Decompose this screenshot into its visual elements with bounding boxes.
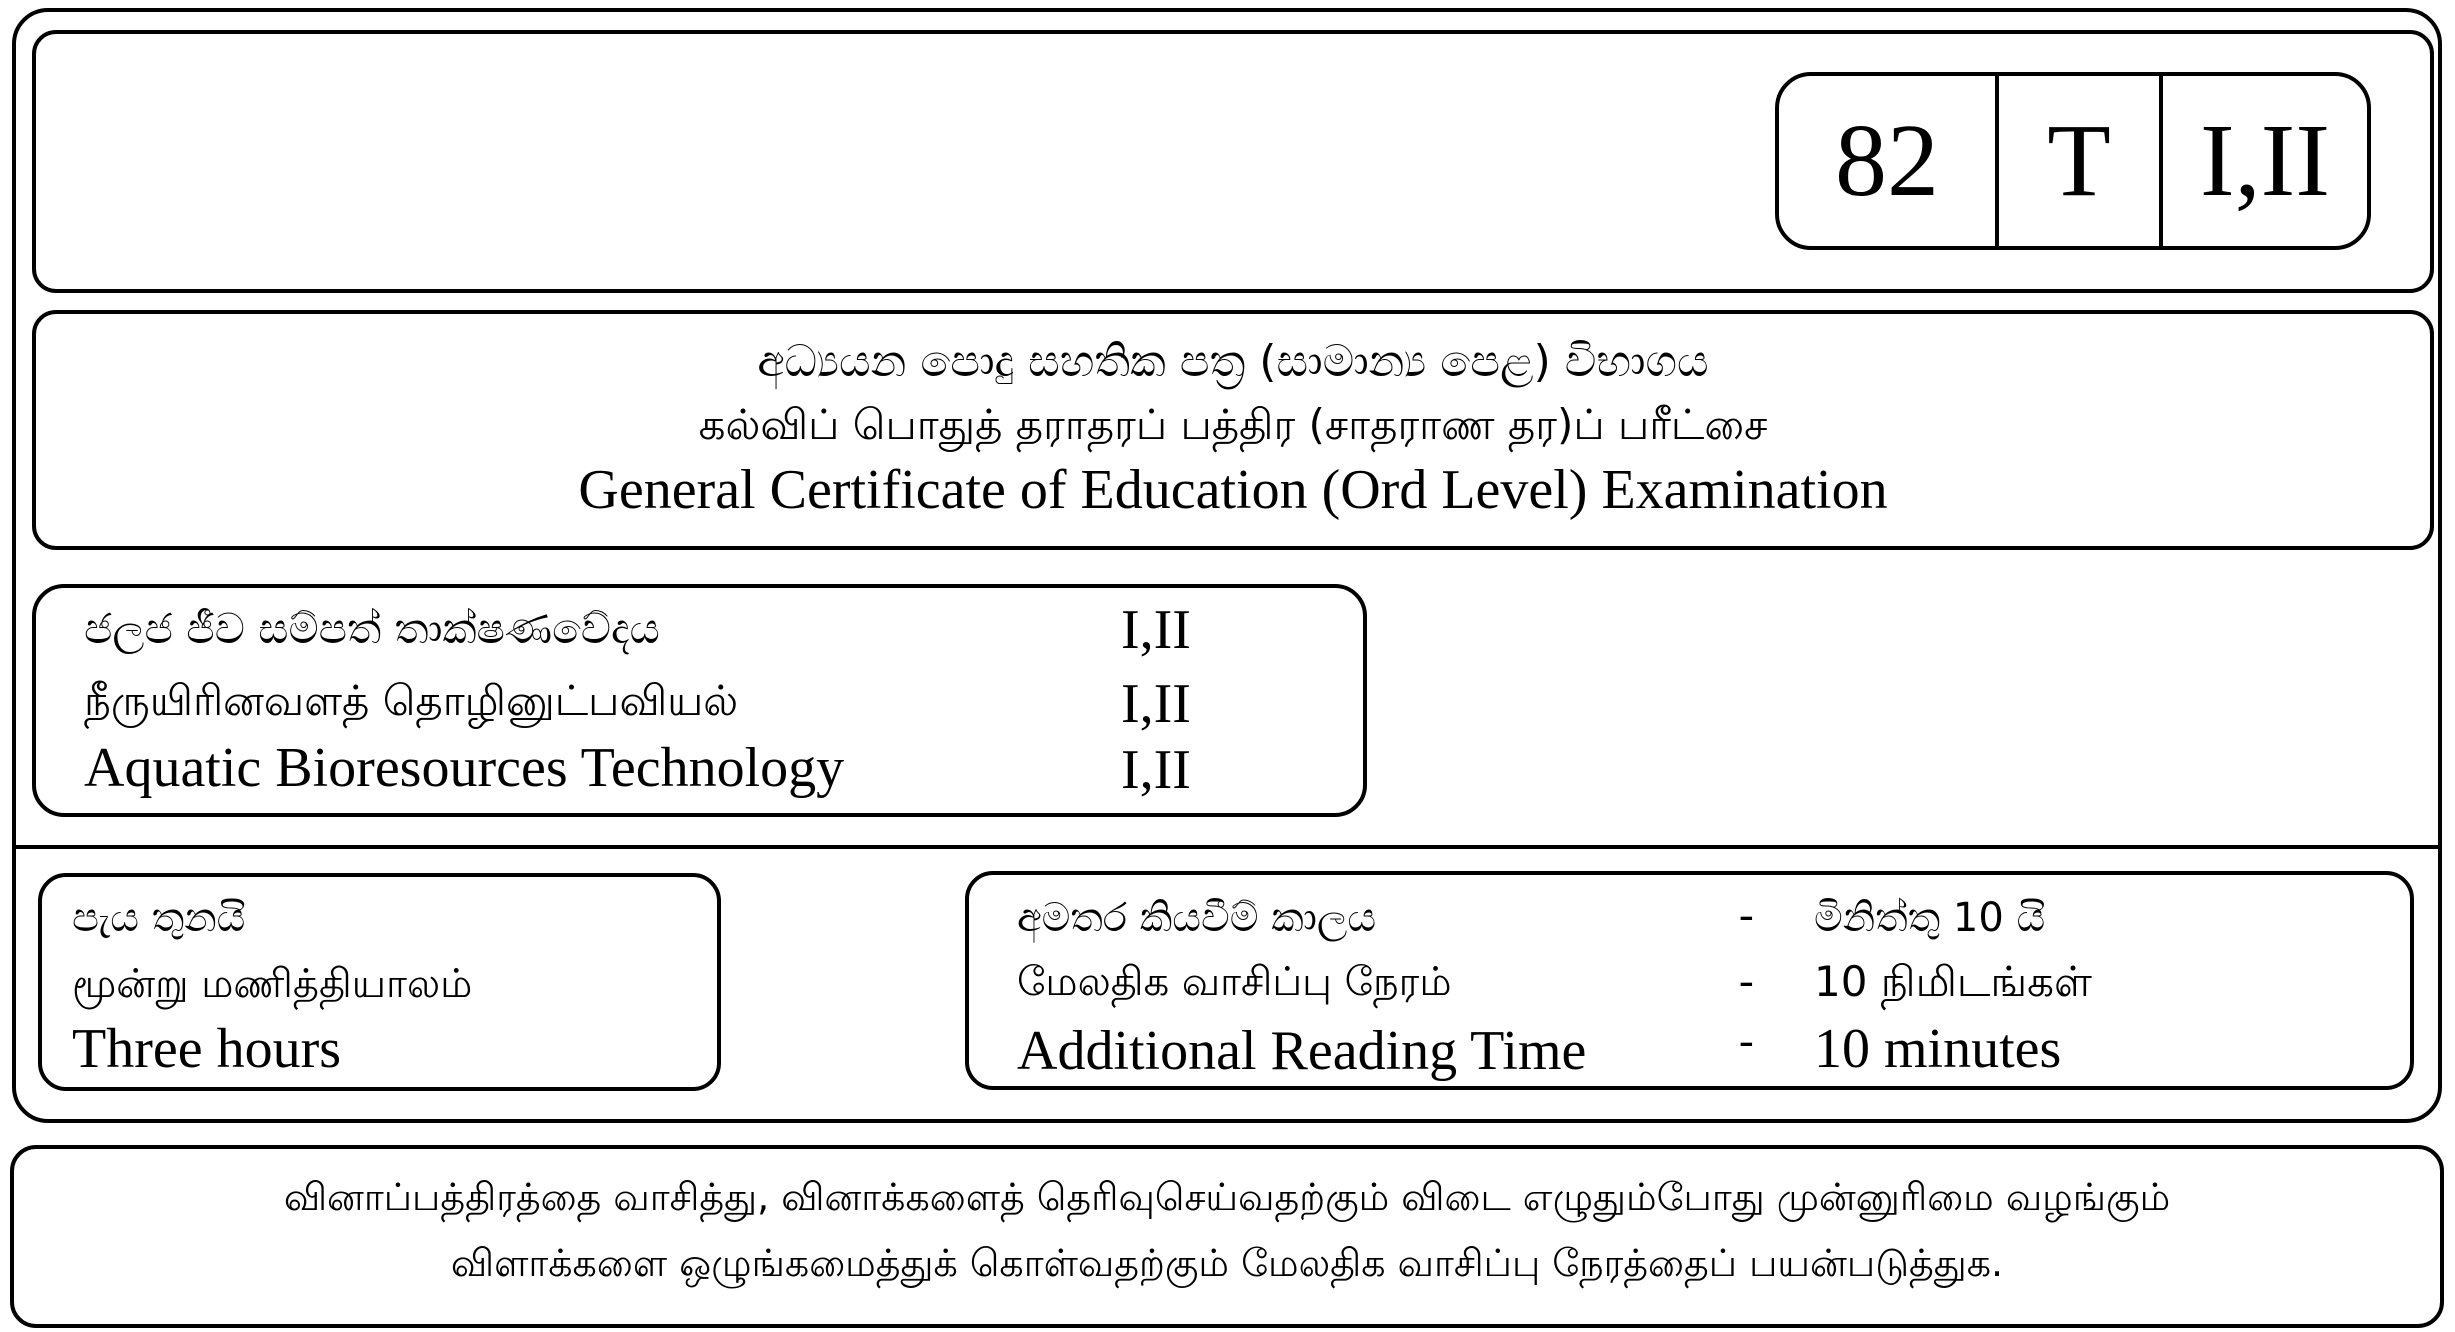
- reading-time-label-sinhala: අමතර කියවීම් කාලය: [1017, 895, 1377, 941]
- reading-time-value-sinhala: මිනිත්තු 10 යි: [1814, 895, 2046, 941]
- reading-time-dash-2: -: [1739, 956, 1754, 1005]
- reading-time-dash-3: -: [1739, 1016, 1754, 1065]
- reading-time-dash-1: -: [1739, 890, 1754, 939]
- subject-sinhala: ජලජ ජීව සම්පත් තාක්ෂණවේදය: [84, 604, 660, 653]
- reading-time-value-english: 10 minutes: [1814, 1018, 2062, 1080]
- exam-title-sinhala: අධ්‍යයන පොදු සහතික පත්‍ර (සාමාන්‍ය පෙළ) විභාගය: [757, 336, 1709, 387]
- section-divider: [12, 845, 2442, 849]
- paper-medium: T: [1995, 76, 2159, 246]
- paper-parts: I,II: [2159, 76, 2367, 246]
- duration-sinhala: පැය තුනයි: [72, 895, 246, 941]
- reading-time-panel: [965, 871, 2414, 1090]
- paper-code-box: [1775, 72, 2371, 250]
- subject-parts-tamil: I,II: [1121, 673, 1191, 735]
- subject-english: Aquatic Bioresources Technology: [84, 737, 845, 799]
- paper-number: 82: [1835, 103, 1939, 218]
- duration-tamil: மூன்று மணித்தியாலம்: [72, 961, 473, 1007]
- exam-title-tamil: கல்விப் பொதுத் தராதரப் பத்திர (சாதராண தர)ப் பரீட்சை: [698, 400, 1768, 449]
- reading-time-value-tamil: 10 நிமிடங்கள்: [1814, 957, 2092, 1006]
- reading-time-label-english: Additional Reading Time: [1017, 1020, 1587, 1082]
- duration-english: Three hours: [72, 1018, 342, 1080]
- subject-panel: [32, 584, 1367, 817]
- duration-panel: [38, 873, 721, 1091]
- exam-title-english: General Certificate of Education (Ord Level) Examination: [578, 459, 1888, 521]
- subject-parts-sinhala: I,II: [1121, 599, 1191, 661]
- instruction-line-2: விளாக்களை ஒழுங்கமைத்துக் கொள்வதற்கும் மேலதிக வாசிப்பு நேரத்தைப் பயன்படுத்துக.: [450, 1241, 2004, 1285]
- subject-tamil: நீருயிரினவளத் தொழினுட்பவியல்: [84, 676, 739, 725]
- instruction-panel: [10, 1145, 2444, 1328]
- instruction-line-1: வினாப்பத்திரத்தை வாசித்து, வினாக்களைத் தெரிவுசெய்வதற்கும் விடை எழுதும்போது முன்னுரிமை வழங்கும்: [283, 1175, 2171, 1219]
- reading-time-label-tamil: மேலதிக வாசிப்பு நேரம்: [1017, 959, 1452, 1005]
- subject-parts-english: I,II: [1121, 739, 1191, 801]
- exam-title-panel: [32, 310, 2434, 550]
